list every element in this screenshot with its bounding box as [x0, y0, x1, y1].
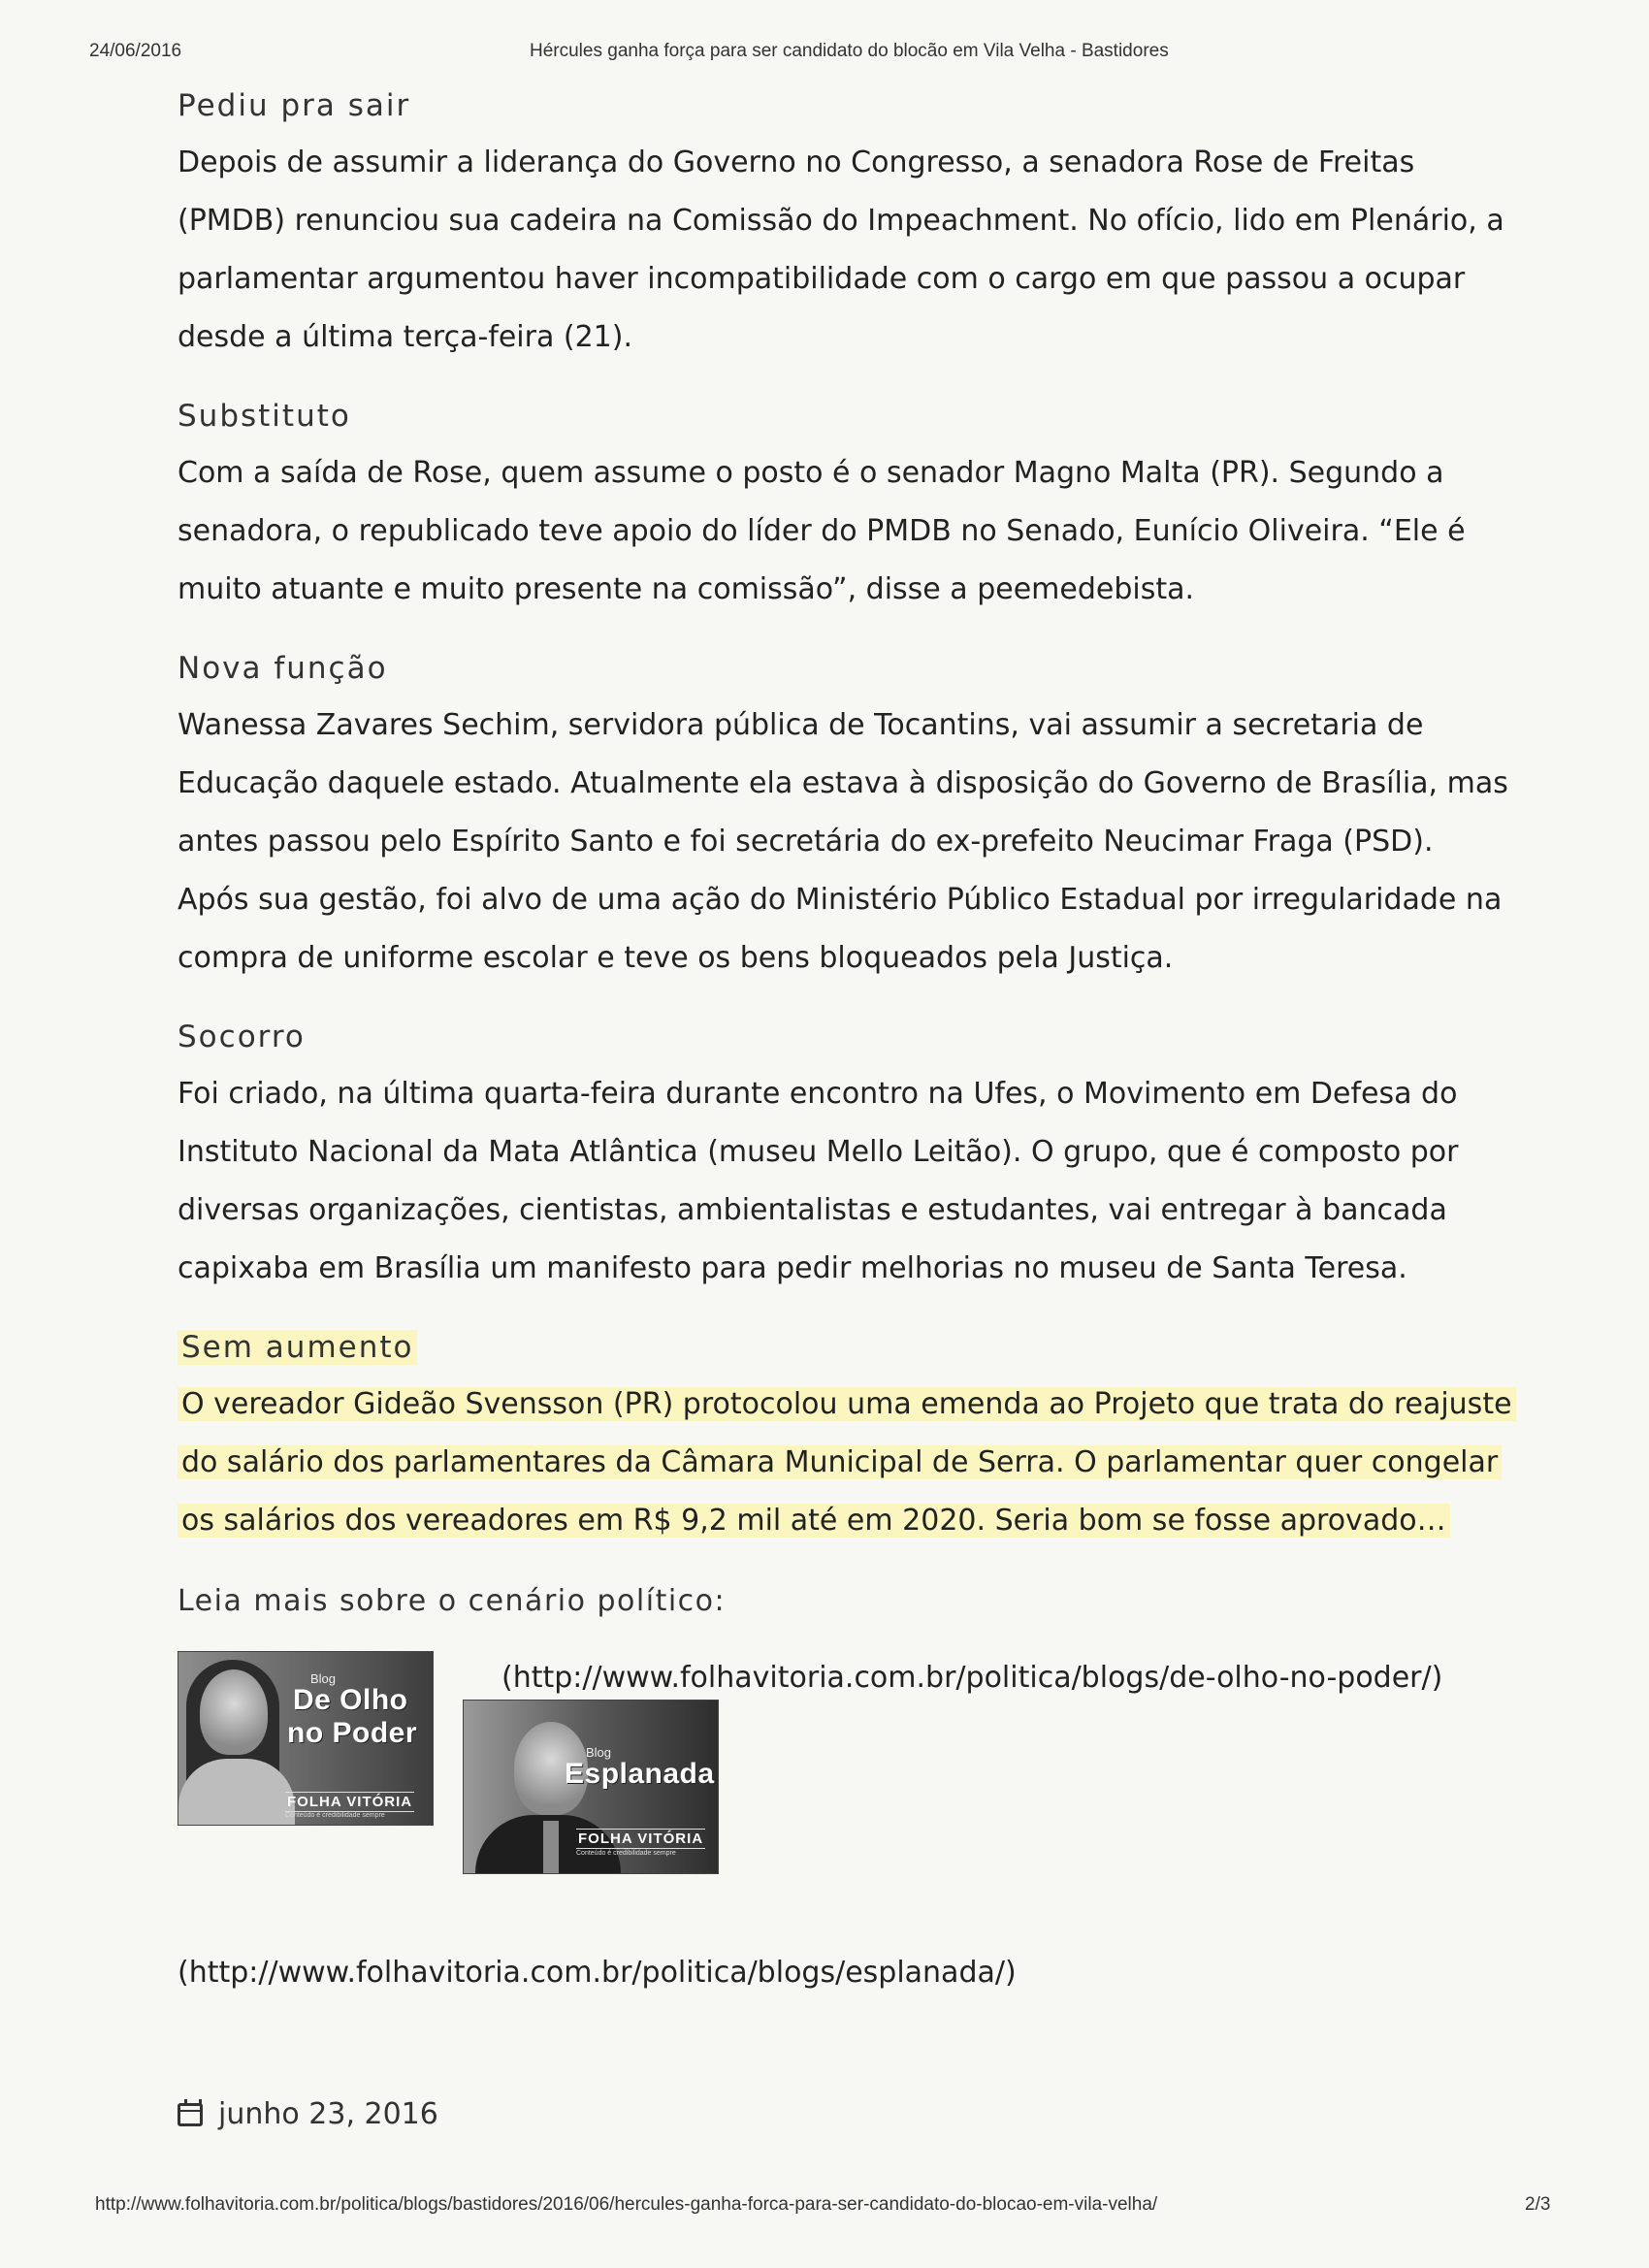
section-heading — [178, 1327, 1516, 1368]
section-sem-aumento — [178, 1327, 1516, 1550]
blog-esplanada-link[interactable]: (http://www.folhavitoria.com.br/politica/blogs/esplanada/) — [178, 1956, 1017, 1990]
print-header — [0, 41, 1649, 70]
blog-de-olho-no-poder-link[interactable]: (http://www.folhavitoria.com.br/politica/blogs/de-olho-no-poder/) — [501, 1661, 1443, 1695]
section-body — [178, 1065, 1516, 1298]
body-line: Foi criado, na última quarta-feira durante encontro na Ufes, o Movimento em Defesa do — [178, 1077, 1458, 1111]
body-line: parlamentar argumentou haver incompatibilidade com o cargo em que passou a ocupar — [178, 262, 1466, 296]
print-title: Hércules ganha força para ser candidato do blocão em Vila Velha - Bastidores — [530, 41, 1169, 61]
article-content — [178, 85, 1516, 2131]
section-heading: Socorro — [178, 1020, 306, 1054]
banner-title-line1: De Olho — [293, 1684, 408, 1716]
print-url: http://www.folhavitoria.com.br/politica/blogs/bastidores/2016/06/hercules-ganha-forca-para-ser-candidato-do-blocao-em-vila-velha/ — [95, 2194, 1158, 2215]
body-line: diversas organizações, cientistas, ambientalistas e estudantes, vai entregar à bancada — [178, 1193, 1447, 1227]
section-body — [178, 697, 1516, 988]
body-line: Depois de assumir a liderança do Governo no Congresso, a senadora Rose de Freitas — [178, 146, 1415, 179]
section-nova-funcao — [178, 648, 1516, 988]
folha-vitoria-logo: FOLHA VITÓRIA — [578, 1831, 704, 1847]
banner-tagline: Conteúdo é credibilidade sempre — [576, 1850, 676, 1857]
body-line: Instituto Nacional da Mata Atlântica (museu Mello Leitão). O grupo, que é composto por — [178, 1135, 1459, 1169]
section-heading: Nova função — [178, 651, 388, 686]
highlighted-line: os salários dos vereadores em R$ 9,2 mil até em 2020. Seria bom se fosse aprovado… — [178, 1504, 1450, 1538]
portrait-face — [200, 1669, 268, 1755]
banner-title-line1: Esplanada — [565, 1758, 715, 1790]
leia-mais-label: Leia mais sobre o cenário político: — [178, 1584, 727, 1618]
section-body — [178, 1376, 1516, 1550]
print-footer — [0, 2194, 1649, 2223]
body-line: muito atuante e muito presente na comissão”, disse a peemedebista. — [178, 572, 1195, 606]
folha-vitoria-logo: FOLHA VITÓRIA — [287, 1794, 413, 1810]
section-heading: Substituto — [178, 399, 351, 434]
post-date-text: junho 23, 2016 — [218, 2097, 438, 2131]
body-line: capixaba em Brasília um manifesto para pedir melhorias no museu de Santa Teresa. — [178, 1251, 1407, 1285]
highlighted-line: do salário dos parlamentares da Câmara Municipal de Serra. O parlamentar quer congelar — [178, 1445, 1502, 1479]
portrait-tie — [543, 1821, 559, 1874]
body-line: Wanessa Zavares Sechim, servidora pública de Tocantins, vai assumir a secretaria de — [178, 708, 1424, 742]
body-line: Com a saída de Rose, quem assume o posto é o senador Magno Malta (PR). Segundo a — [178, 456, 1444, 490]
body-line: (PMDB) renunciou sua cadeira na Comissão do Impeachment. No ofício, lido em Plenário, a — [178, 204, 1504, 238]
banner-title-line2: no Poder — [287, 1717, 418, 1749]
calendar-icon — [178, 2103, 203, 2126]
body-line: senadora, o republicado teve apoio do líder do PMDB no Senado, Eunício Oliveira. “Ele é — [178, 514, 1466, 548]
highlighted-heading: Sem aumento — [178, 1330, 417, 1365]
blog-links — [178, 1651, 1516, 1913]
section-heading: Pediu pra sair — [178, 88, 411, 123]
body-line: desde a última terça-feira (21). — [178, 320, 632, 354]
print-page-number: 2/3 — [1525, 2194, 1551, 2215]
body-line: antes passou pelo Espírito Santo e foi secretária do ex-prefeito Neucimar Fraga (PSD). — [178, 825, 1434, 859]
section-substituto — [178, 396, 1516, 619]
blog-esplanada-banner[interactable] — [463, 1700, 719, 1874]
body-line: Educação daquele estado. Atualmente ela estava à disposição do Governo de Brasília, mas — [178, 766, 1508, 800]
section-pediu-pra-sair — [178, 85, 1516, 367]
print-date: 24/06/2016 — [89, 41, 182, 61]
highlighted-line: O vereador Gideão Svensson (PR) protocolou uma emenda ao Projeto que trata do reajuste — [178, 1387, 1516, 1421]
banner-blog-label: Blog — [310, 1671, 337, 1686]
body-line: compra de uniforme escolar e teve os bens bloqueados pela Justiça. — [178, 941, 1174, 975]
post-date — [178, 2097, 1516, 2131]
section-body — [178, 134, 1516, 367]
banner-tagline: Conteúdo é credibilidade sempre — [285, 1812, 385, 1819]
banner-blog-label: Blog — [586, 1745, 612, 1760]
section-body — [178, 444, 1516, 619]
body-line: Após sua gestão, foi alvo de uma ação do Ministério Público Estadual por irregularidade na — [178, 883, 1503, 917]
section-socorro — [178, 1017, 1516, 1298]
blog-de-olho-no-poder-banner[interactable] — [178, 1651, 434, 1826]
